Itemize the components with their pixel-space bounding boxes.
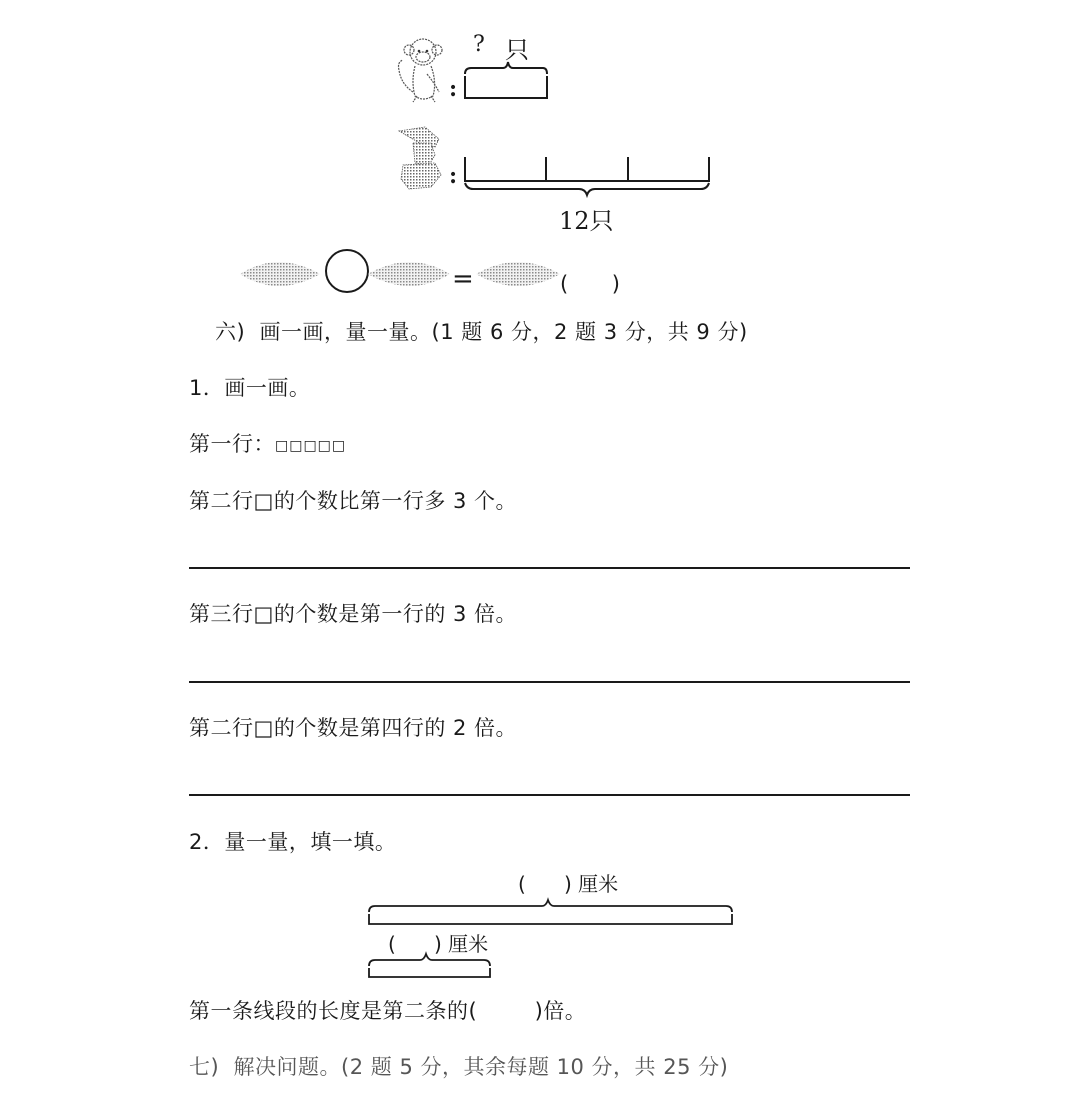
instruction-row3: 第三行□的个数是第一行的 3 倍。	[189, 602, 518, 626]
row1-line	[189, 430, 346, 458]
rabbit-colon: :	[449, 163, 458, 189]
monkey-colon: :	[449, 76, 458, 102]
rabbit-diagram	[393, 125, 723, 235]
answer-line-row2[interactable]	[189, 567, 910, 569]
unknown-count-question: ?	[473, 32, 485, 57]
unknown-count-unit: 只	[505, 36, 529, 64]
q2-title: 2．量一量，填一填。	[189, 830, 397, 854]
short-segment-bracket	[366, 950, 496, 980]
leaf-equation	[238, 248, 658, 298]
total-count-label: 12只	[559, 207, 614, 235]
instruction-row4: 第二行□的个数是第四行的 2 倍。	[189, 716, 518, 740]
rabbit-segment-bar	[461, 155, 721, 195]
long-segment-label[interactable]: ( ) 厘米	[518, 872, 619, 896]
long-segment-bracket	[366, 896, 736, 932]
monkey-icon	[393, 34, 453, 106]
instruction-row2: 第二行□的个数比第一行多 3 个。	[189, 489, 518, 513]
monkey-diagram	[393, 32, 563, 107]
equals-sign: =	[452, 264, 474, 294]
q1-title: 1．画一画。	[189, 376, 311, 400]
rabbit-icon	[395, 125, 458, 191]
monkey-bracket	[463, 56, 553, 106]
q2-ratio-question: 第一条线段的长度是第二条的( )倍。	[189, 999, 587, 1023]
leaf-shape-3	[476, 262, 560, 286]
answer-blank[interactable]: ( )	[560, 272, 621, 296]
section-6-heading: 六) 画一画，量一量。(1 题 6 分，2 题 3 分，共 9 分)	[215, 320, 748, 344]
row1-label: 第一行：	[189, 432, 275, 456]
answer-line-row3[interactable]	[189, 681, 910, 683]
leaf-shape-2	[368, 262, 450, 286]
segment-measure-diagram	[366, 866, 736, 981]
operator-blank-circle	[326, 250, 368, 292]
short-segment-label[interactable]: ( ) 厘米	[388, 932, 489, 956]
leaf-shape-1	[240, 262, 320, 286]
section-7-heading: 七) 解决问题。(2 题 5 分，其余每题 10 分，共 25 分)	[189, 1055, 729, 1079]
answer-line-row4[interactable]	[189, 794, 910, 796]
row1-squares: □□□□□	[275, 438, 347, 454]
